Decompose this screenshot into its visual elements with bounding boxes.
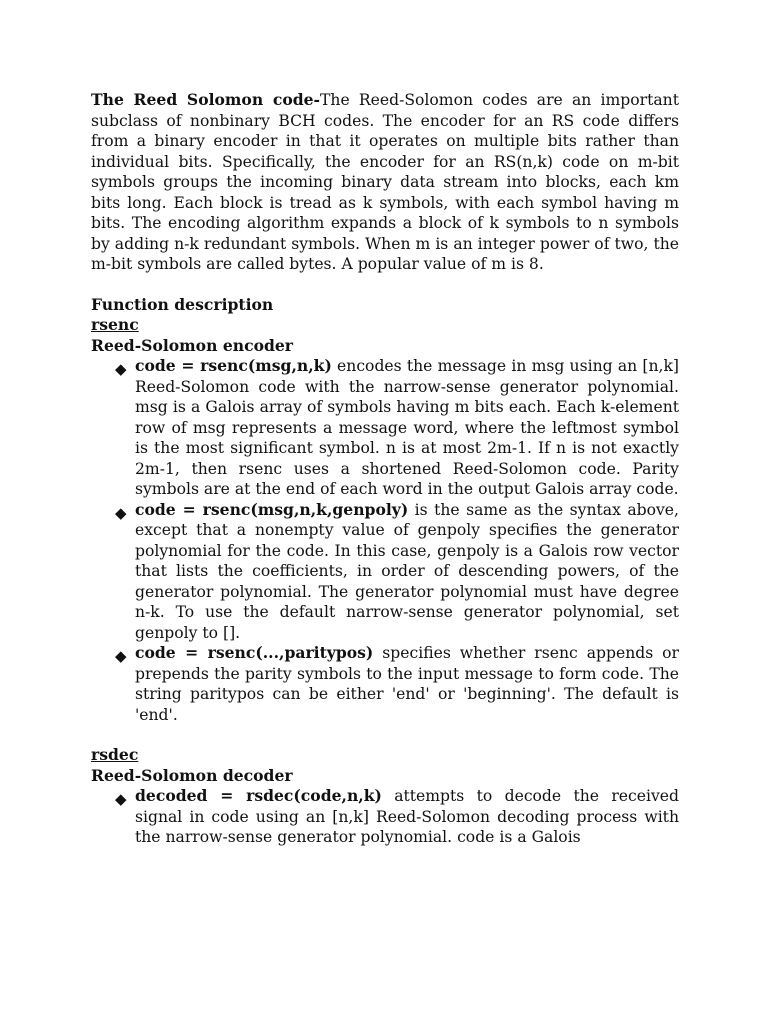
- rsenc-syntax-1: code = rsenc(msg,n,k): [135, 356, 332, 375]
- document-page: [91, 90, 679, 848]
- rsdec-bullet-list: [91, 786, 679, 848]
- rsenc-bullet-list: [91, 356, 679, 725]
- list-item: [115, 786, 679, 848]
- rsdec-desc-1: attempts to decode the received signal in code using an [n,k] Reed-Solomon decoding process with the narrow-sense generator polynomial. code is a Galois: [135, 787, 679, 846]
- list-item: [115, 499, 679, 644]
- diamond-bullet-icon: ◆: [115, 790, 127, 808]
- rsenc-syntax-3: code = rsenc(...,paritypos): [135, 643, 374, 662]
- rsenc-syntax-2: code = rsenc(msg,n,k,genpoly): [135, 499, 409, 519]
- rsdec-heading: rsdec: [91, 745, 139, 764]
- rsenc-heading: rsenc: [91, 315, 139, 334]
- intro-lead: The Reed Solomon code-: [91, 90, 321, 109]
- intro-text: The Reed-Solomon codes are an important subclass of nonbinary BCH codes. The encoder for an RS code differs from a binary encoder in that it operates on multiple bits rather than individual bits. Specifically, the encoder for an RS(n,k) code on m-bit symbols groups the incoming binary data stream into blocks, each km bits long. Each block is tread as k symbols, with each symbol having m bits. The encoding algorithm expands a block of k symbols to n symbols by adding n-k redundant symbols. When m is an integer power of two, the m-bit symbols are called bytes. A popular value of m is 8.: [91, 91, 679, 273]
- diamond-bullet-icon: ◆: [115, 360, 127, 378]
- diamond-bullet-icon: ◆: [115, 503, 127, 522]
- rsenc-desc-2: is the same as the syntax above, except that a nonempty value of genpoly specifies the generator polynomial for the code. In this case, genpoly is a Galois row vector that lists the coefficients, in order of descending powers, of the generator polynomial. The generator polynomial must have degree n-k. To use the default narrow-sense generator polynomial, set genpoly to [].: [135, 500, 679, 642]
- function-description-heading: Function description: [91, 294, 274, 314]
- rsdec-title: Reed-Solomon decoder: [91, 765, 293, 785]
- list-item: [115, 356, 679, 500]
- section-gap: [91, 725, 679, 745]
- intro-paragraph: [91, 90, 679, 275]
- rsenc-desc-1: encodes the message in msg using an [n,k] Reed-Solomon code with the narrow-sense generator polynomial. msg is a Galois array of symbols having m bits each. Each k-element row of msg represents a message word, where the leftmost symbol is the most significant symbol. n is at most 2m-1. If n is not exactly 2m-1, then rsenc uses a shortened Reed-Solomon code. Parity symbols are at the end of each word in the output Galois array code.: [135, 357, 679, 498]
- list-item: [115, 643, 679, 725]
- rsenc-title: Reed-Solomon encoder: [91, 335, 294, 355]
- rsdec-syntax-1: decoded = rsdec(code,n,k): [135, 786, 382, 805]
- rsenc-desc-3: specifies whether rsenc appends or prepends the parity symbols to the input message to form code. The string paritypos can be either 'end' or 'beginning'. The default is 'end'.: [135, 644, 679, 724]
- diamond-bullet-icon: ◆: [115, 647, 127, 665]
